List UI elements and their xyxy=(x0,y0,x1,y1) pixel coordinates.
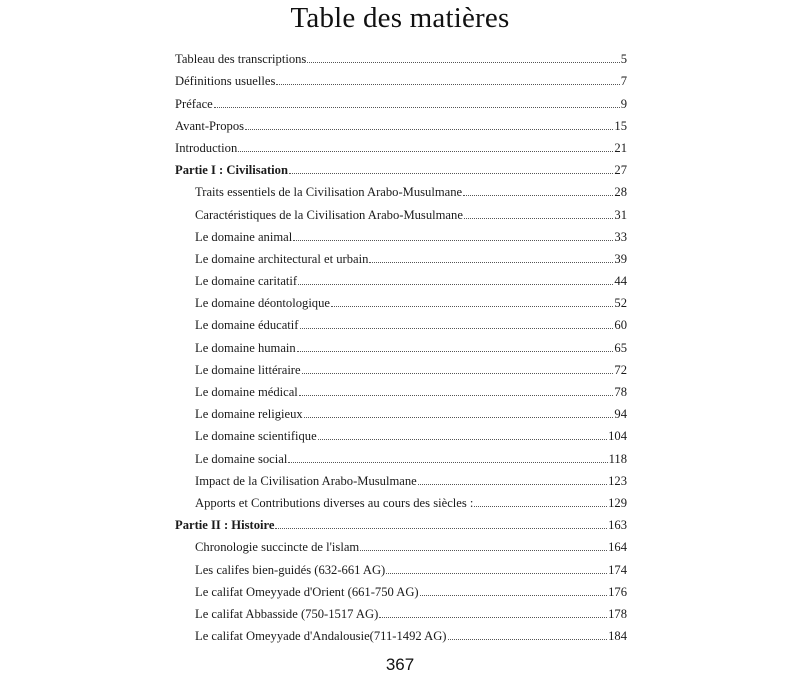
toc-entry-label: Le domaine littéraire xyxy=(195,362,301,377)
toc-entry xyxy=(175,111,627,133)
toc-entry xyxy=(175,399,627,421)
dot-leader xyxy=(379,617,607,618)
toc-entry xyxy=(175,199,627,221)
toc-entry-label: Le domaine médical xyxy=(195,385,298,399)
toc-entry-label: Le domaine scientifique xyxy=(195,429,317,444)
toc-entry-label: Préface xyxy=(175,96,213,111)
toc-entry-page: 33 xyxy=(614,229,627,244)
toc-entry-label: Le califat Omeyyade d'Orient (661-750 AG) xyxy=(195,584,419,599)
toc-entry-label: Définitions usuelles xyxy=(175,74,276,89)
dot-leader xyxy=(420,595,607,596)
toc-entry xyxy=(175,532,627,554)
toc-entry-page: 39 xyxy=(614,251,627,266)
toc-entry-label: Avant-Propos xyxy=(175,118,245,133)
toc-entry xyxy=(175,332,627,354)
toc-entry-page: 164 xyxy=(608,540,627,555)
table-of-contents xyxy=(175,44,627,643)
toc-entry-page: 176 xyxy=(608,584,627,599)
toc-entry-label: Impact de la Civilisation Arabo-Musulmane xyxy=(195,473,417,488)
toc-entry-page: 184 xyxy=(608,629,627,644)
toc-entry xyxy=(175,421,627,443)
toc-entry-page: 178 xyxy=(608,606,627,621)
toc-entry xyxy=(175,599,627,621)
dot-leader xyxy=(297,351,614,352)
dot-leader xyxy=(304,417,614,418)
toc-entry-label: Le domaine éducatif xyxy=(195,318,299,333)
dot-leader xyxy=(448,639,608,640)
toc-entry-label: Le domaine caritatif xyxy=(195,274,298,289)
toc-entry-page: 9 xyxy=(620,96,627,111)
toc-entry-page: 174 xyxy=(608,562,627,577)
toc-entry-label: Traits essentiels de la Civilisation Arabo-Musulmane xyxy=(195,185,463,200)
toc-entry-page: 7 xyxy=(620,74,627,89)
toc-entry-page: 123 xyxy=(608,473,627,488)
toc-entry xyxy=(175,177,627,199)
toc-entry-label: Le domaine architectural et urbain xyxy=(195,251,369,266)
toc-entry xyxy=(175,466,627,488)
toc-entry-label: Caractéristiques de la Civilisation Arabo-Musulmane xyxy=(195,207,463,222)
dot-leader xyxy=(369,262,613,263)
dot-leader xyxy=(307,62,619,63)
dot-leader xyxy=(464,218,614,219)
toc-entry xyxy=(175,288,627,310)
toc-entry-page: 27 xyxy=(614,163,627,178)
toc-entry-label: Le domaine religieux xyxy=(195,407,303,422)
toc-entry-page: 44 xyxy=(614,274,627,289)
dot-leader xyxy=(331,306,613,307)
toc-entry-page: 15 xyxy=(614,118,627,133)
toc-entry xyxy=(175,133,627,155)
toc-entry xyxy=(175,355,627,377)
dot-leader xyxy=(245,129,613,130)
toc-entry-page: 163 xyxy=(608,518,627,533)
toc-entry xyxy=(175,443,627,465)
toc-part-heading xyxy=(175,155,627,177)
toc-entry-label: Introduction xyxy=(175,140,238,155)
toc-entry-page: 52 xyxy=(614,296,627,311)
toc-entry-label: Partie II : Histoire xyxy=(175,518,275,533)
toc-entry-label: Le domaine humain xyxy=(195,340,296,355)
toc-entry xyxy=(175,554,627,576)
toc-entry xyxy=(175,310,627,332)
toc-entry-label: Chronologie succincte de l'islam xyxy=(195,540,360,555)
dot-leader xyxy=(300,328,614,329)
toc-entry-label: Les califes bien-guidés (632-661 AG) xyxy=(195,562,386,577)
dot-leader xyxy=(288,462,607,463)
toc-entry-page: 78 xyxy=(614,385,627,399)
dot-leader xyxy=(299,395,614,396)
toc-entry-page: 129 xyxy=(608,495,627,510)
dot-leader xyxy=(302,373,614,374)
toc-entry-page: 72 xyxy=(614,362,627,377)
toc-entry-label: Partie I : Civilisation xyxy=(175,163,288,178)
toc-entry-label: Le califat Abbasside (750-1517 AG) xyxy=(195,606,379,621)
toc-entry-page: 94 xyxy=(614,407,627,422)
dot-leader xyxy=(275,528,607,529)
toc-entry-label: Apports et Contributions diverses au cours des siècles : xyxy=(195,495,474,510)
toc-entry-page: 60 xyxy=(614,318,627,333)
toc-entry-page: 65 xyxy=(614,340,627,355)
dot-leader xyxy=(276,84,619,85)
dot-leader xyxy=(293,240,613,241)
dot-leader xyxy=(318,439,607,440)
page-number: 367 xyxy=(385,655,415,674)
toc-entry-label: Le domaine social xyxy=(195,451,288,466)
toc-entry-page: 28 xyxy=(614,185,627,200)
toc-entry xyxy=(175,222,627,244)
toc-entry-label: Tableau des transcriptions xyxy=(175,52,307,67)
dot-leader xyxy=(289,173,613,174)
toc-entry xyxy=(175,377,627,399)
toc-entry xyxy=(175,577,627,599)
toc-entry xyxy=(175,44,627,66)
dot-leader xyxy=(463,195,613,196)
dot-leader xyxy=(238,151,613,152)
dot-leader xyxy=(386,573,607,574)
toc-entry-label: Le domaine déontologique xyxy=(195,296,330,311)
toc-entry xyxy=(175,88,627,110)
toc-entry xyxy=(175,266,627,288)
dot-leader xyxy=(474,506,607,507)
toc-entry xyxy=(175,244,627,266)
toc-part-heading xyxy=(175,510,627,532)
dot-leader xyxy=(298,284,613,285)
toc-entry xyxy=(175,66,627,88)
toc-entry xyxy=(175,488,627,510)
toc-entry-page: 31 xyxy=(614,207,627,222)
dot-leader xyxy=(214,107,620,108)
toc-entry xyxy=(175,621,627,643)
toc-entry-page: 5 xyxy=(620,52,627,67)
dot-leader xyxy=(418,484,607,485)
toc-entry-page: 118 xyxy=(608,451,627,466)
toc-entry-page: 21 xyxy=(614,140,627,155)
dot-leader xyxy=(360,550,607,551)
toc-entry-label: Le domaine animal xyxy=(195,229,293,244)
page-title: Table des matières xyxy=(290,2,510,34)
toc-entry-label: Le califat Omeyyade d'Andalousie(711-1492 AG) xyxy=(195,629,447,644)
toc-entry-page: 104 xyxy=(608,429,627,444)
